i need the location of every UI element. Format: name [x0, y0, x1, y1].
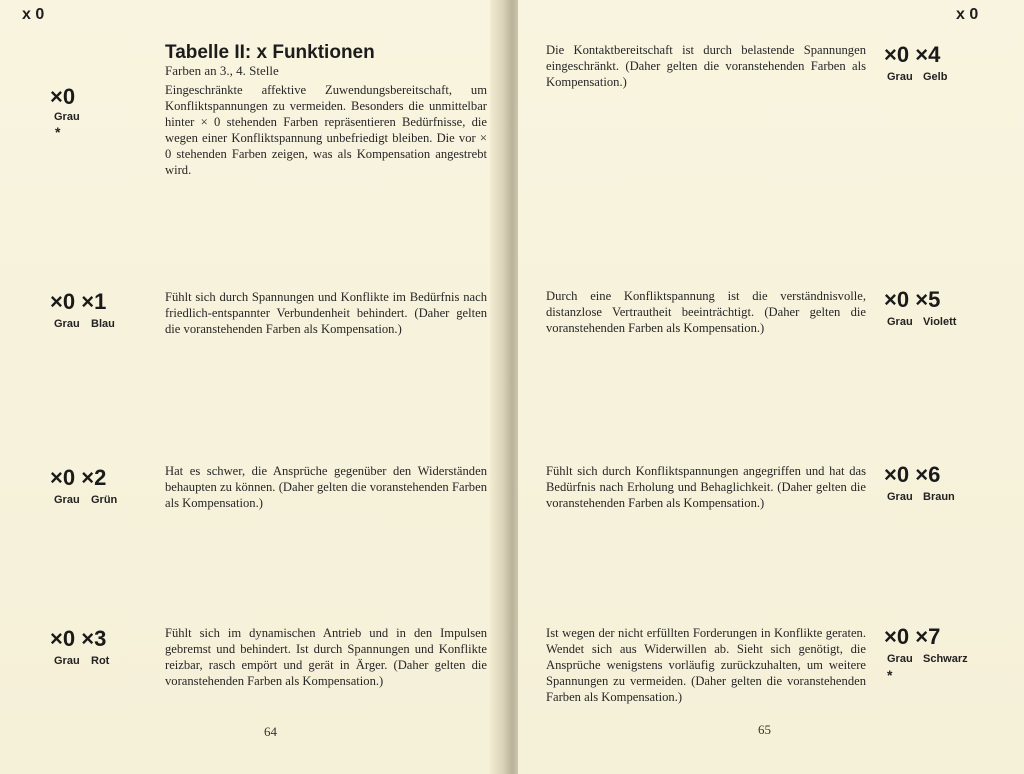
asterisk-mark: * — [55, 124, 61, 140]
color-name: Grau — [887, 316, 913, 328]
color-name: Violett — [923, 316, 957, 328]
color-code: ×0 — [50, 84, 76, 109]
color-code: ×1 — [81, 289, 107, 314]
color-name: Grau — [887, 491, 913, 503]
color-code: ×6 — [915, 462, 941, 487]
table-title: Tabelle II: x Funktionen — [165, 42, 375, 63]
color-name: Braun — [923, 491, 955, 503]
color-name-pair — [54, 655, 109, 667]
table-subtitle: Farben an 3., 4. Stelle — [165, 63, 279, 78]
color-name-pair — [54, 494, 117, 506]
color-name: Grau — [887, 653, 913, 665]
color-code: ×3 — [81, 626, 107, 651]
color-code-pair — [50, 289, 106, 315]
color-name: Gelb — [923, 71, 948, 83]
color-name-pair — [887, 316, 956, 328]
left-page — [0, 0, 506, 774]
row-description: Fühlt sich durch Konfliktspannungen angegriffen und hat das Bedürfnis nach Erholung und Behaglichkeit. (Daher gelten die voranstehenden Farben als Kompensation.) — [546, 464, 866, 510]
color-name: Blau — [91, 318, 115, 330]
color-name: Rot — [91, 655, 110, 667]
color-name: Grau — [54, 318, 80, 330]
color-code-pair — [884, 42, 940, 68]
color-name: Grau — [54, 655, 80, 667]
color-code-pair — [50, 626, 106, 652]
color-code-pair — [884, 624, 940, 650]
page-corner-label: x 0 — [22, 6, 45, 23]
row-description: Die Kontaktbereitschaft ist durch belastende Spannungen eingeschränkt. (Daher gelten die voranstehenden Farben als Kompensation.) — [546, 43, 866, 89]
row-description: Durch eine Konfliktspannung ist die verständnisvolle, distanzlose Vertrautheit beeinträchtigt. (Daher gelten die voranstehenden Farben als Kompensation.) — [546, 289, 866, 335]
color-code: ×7 — [915, 624, 941, 649]
intro-paragraph: Eingeschränkte affektive Zuwendungsbereitschaft, um Konfliktspannungen zu vermeiden. Besonders die unmittelbar hinter × 0 stehenden Farben repräsentieren Bedürfnisse, die wegen einer Konfliktspannung unbefriedigt bleiben. Die vor × 0 stehenden Farben zeigen, was als Kompensation angestrebt wird. — [165, 83, 487, 177]
color-code: ×0 — [884, 462, 910, 487]
color-name: Schwarz — [923, 653, 968, 665]
color-code: ×0 — [50, 289, 76, 314]
color-code: ×0 — [884, 287, 910, 312]
row-description: Ist wegen der nicht erfüllten Forderungen in Konflikte geraten. Wendet sich aus Widerwillen ab. Sieht sich genötigt, die Ansprüche wenigstens vorläufig zurückzuhalten, um weitere Spannungen zu vermeiden. (Daher gelten die voranstehenden Farben als Kompensation.) — [546, 626, 866, 704]
right-page — [518, 0, 1024, 774]
color-code-pair — [884, 462, 940, 488]
color-name-pair — [54, 318, 115, 330]
row-description: Fühlt sich durch Spannungen und Konflikte im Bedürfnis nach friedlich-entspannter Verbundenheit behindert. (Daher gelten die voranstehenden Farben als Kompensation.) — [165, 290, 487, 336]
color-code: ×2 — [81, 465, 107, 490]
page-corner-label: x 0 — [956, 6, 979, 23]
color-name: Grau — [54, 494, 80, 506]
color-code: ×0 — [884, 624, 910, 649]
color-code: ×0 — [884, 42, 910, 67]
row-description: Fühlt sich im dynamischen Antrieb und in den Impulsen gebremst und behindert. Ist durch Spannungen und Konflikte reizbar, rasch empört und gerät in Ärger. (Daher gelten die voranstehenden Farben als Kompensation.) — [165, 626, 487, 688]
color-code: ×4 — [915, 42, 941, 67]
color-code-pair — [884, 287, 940, 313]
color-name-pair — [887, 71, 947, 83]
asterisk-mark: * — [887, 667, 893, 683]
color-name: Grün — [91, 494, 118, 506]
color-name: Grau — [54, 111, 80, 123]
row-description: Hat es schwer, die Ansprüche gegenüber den Widerständen behaupten zu können. (Daher gelten die voranstehenden Farben als Kompensation.) — [165, 464, 487, 510]
color-name: Grau — [887, 71, 913, 83]
color-code: ×0 — [50, 626, 76, 651]
color-code: ×5 — [915, 287, 941, 312]
color-name-pair — [887, 653, 968, 665]
color-code: ×0 — [50, 465, 76, 490]
page-number: 64 — [264, 724, 277, 739]
color-name-pair — [887, 491, 955, 503]
page-number: 65 — [758, 722, 771, 737]
color-code-pair — [50, 465, 106, 491]
